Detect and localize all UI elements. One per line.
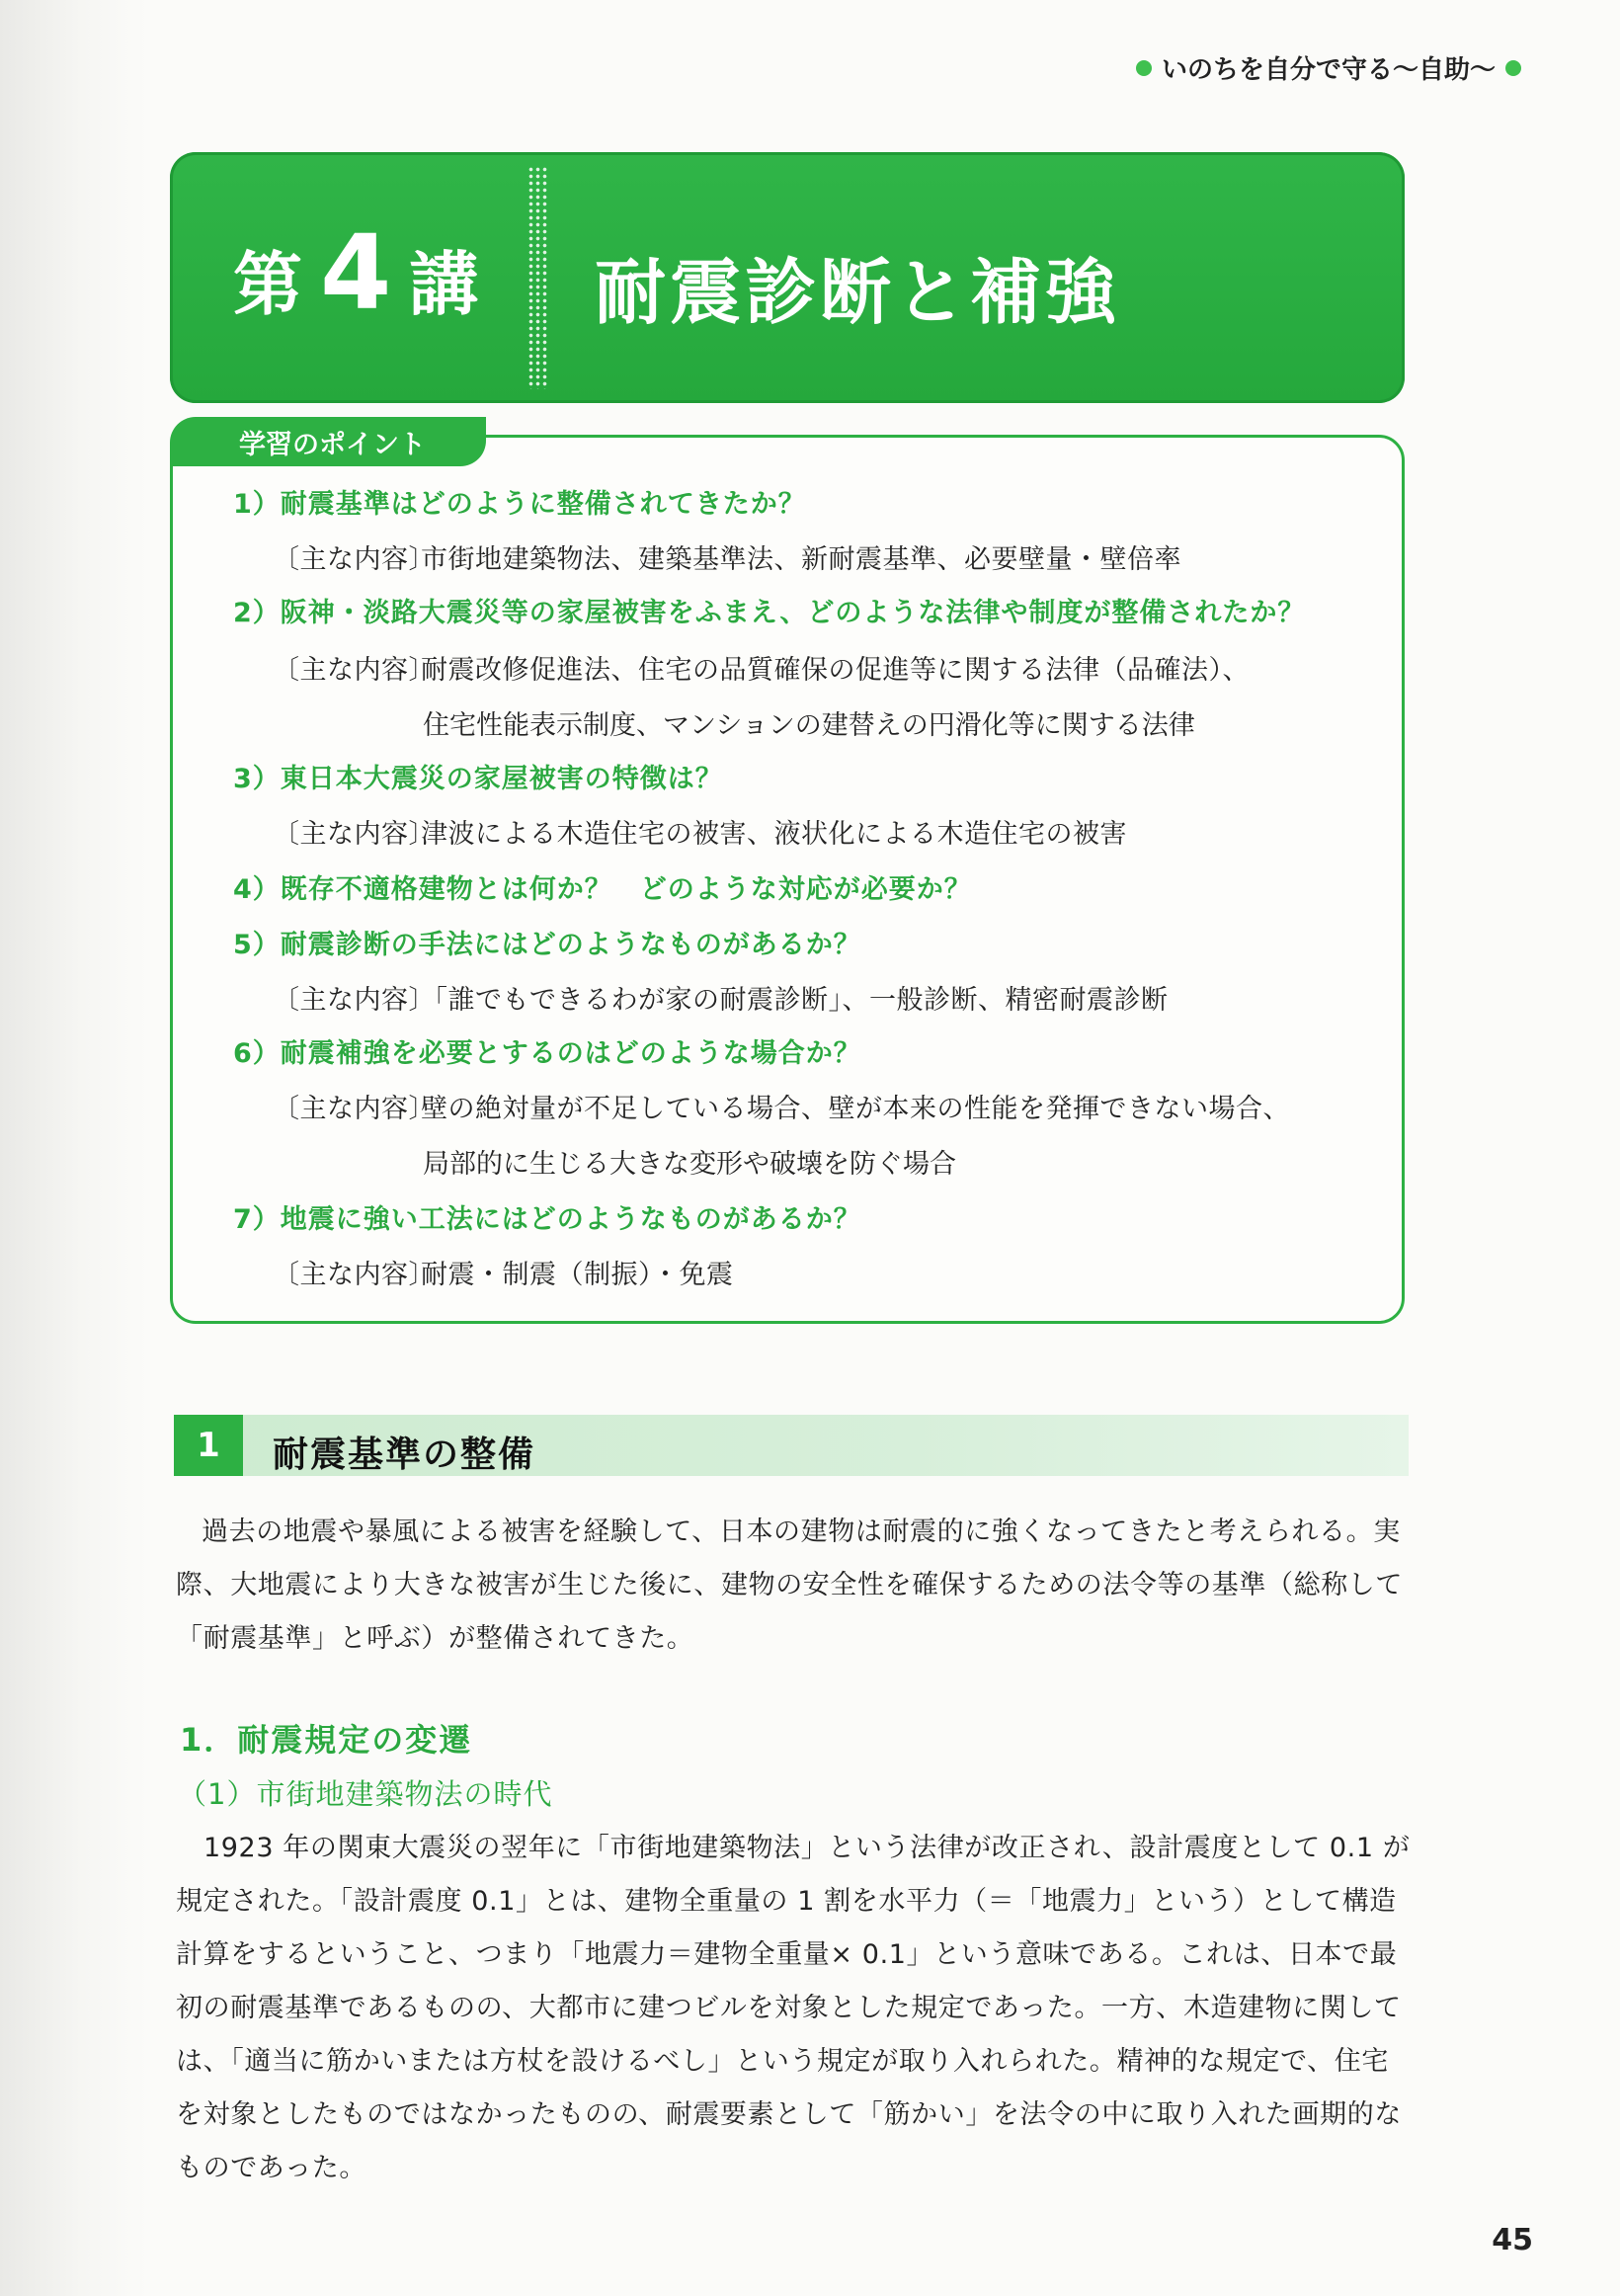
point-content-7 (273, 1253, 734, 1291)
point-content-1 (273, 537, 1181, 576)
point-content-2 (273, 648, 1250, 687)
point-question-5: 5）耐震診断の手法にはどのようなものがあるか？ (233, 930, 861, 960)
body-line-7: ものであった。 (176, 2153, 366, 2183)
chapter-number-digit: 4 (320, 212, 396, 333)
running-header-text: いのちを自分で守る〜自助〜 (1161, 55, 1496, 85)
green-dot-icon (1505, 60, 1521, 76)
learning-points-label: 学習のポイント (170, 417, 486, 466)
point-content-6 (273, 1087, 1290, 1125)
point-question-4: 4）既存不適格建物とは何か？ どのような対応が必要か？ (233, 874, 972, 905)
body-line-4: 初の耐震基準であるものの、大都市に建つビルを対象とした規定であった。一方、木造建物に関して (176, 1993, 1402, 2023)
point-question-1: 1）耐震基準はどのように整備されてきたか？ (233, 489, 806, 520)
point-content-2-cont: 住宅性能表示制度、マンションの建替えの円滑化等に関する法律 (423, 710, 1195, 741)
point-content-text: 壁の絶対量が不足している場合、壁が本来の性能を発揮できない場合、 (421, 1094, 1290, 1124)
body-line-1: 1923 年の関東大震災の翌年に「市街地建築物法」という法律が改正され、設計震度として 0.1 が (203, 1833, 1411, 1863)
intro-line-1: 過去の地震や暴風による被害を経験して、日本の建物は耐震的に強くなってきたと考えられる。実 (202, 1517, 1401, 1547)
body-line-5: は、「適当に筋かいまたは方杖を設けるべし」という規定が取り入れられた。精神的な規定で、住宅 (176, 2046, 1389, 2077)
sub-heading: 1．耐震規定の変遷 (180, 1721, 473, 1759)
intro-line-2: 際、大地震により大きな被害が生じた後に、建物の安全性を確保するための法令等の基準（総称して (176, 1570, 1403, 1600)
chapter-suffix: 講 (409, 244, 483, 325)
point-content-text: 耐震・制震（制振）・免震 (421, 1260, 734, 1290)
content-tag: 〔主な内容〕 (273, 1260, 436, 1290)
point-question-3: 3）東日本大震災の家屋被害の特徴は？ (233, 764, 723, 794)
point-question-6: 6）耐震補強を必要とするのはどのような場合か？ (233, 1038, 861, 1069)
section-title: 耐震基準の整備 (273, 1435, 536, 1475)
point-content-text: 市街地建築物法、建築基準法、新耐震基準、必要壁量・壁倍率 (421, 544, 1181, 575)
point-content-text: 耐震改修促進法、住宅の品質確保の促進等に関する法律（品確法）、 (421, 655, 1250, 686)
point-question-7: 7）地震に強い工法にはどのようなものがあるか？ (233, 1204, 861, 1235)
body-line-2: 規定された。「設計震度 0.1」とは、建物全重量の 1 割を水平力（＝「地震力」という）として構造 (176, 1886, 1397, 1917)
dotted-separator (527, 166, 549, 389)
content-tag: 〔主な内容〕 (273, 544, 436, 575)
section-number: 1 (174, 1415, 243, 1476)
chapter-prefix: 第 (233, 244, 306, 325)
body-line-3: 計算をするということ、つまり「地震力＝建物全重量× 0.1」という意味である。これは、日本で最 (176, 1939, 1398, 1970)
content-tag: 〔主な内容〕 (273, 985, 436, 1016)
body-line-6: を対象としたものではなかったものの、耐震要素として「筋かい」を法令の中に取り入れた画期的な (176, 2099, 1402, 2130)
point-content-5 (273, 978, 1169, 1017)
point-content-text: 津波による木造住宅の被害、液状化による木造住宅の被害 (421, 819, 1127, 850)
sub-sub-heading: （1）市街地建築物法の時代 (178, 1777, 553, 1811)
chapter-number (233, 212, 483, 333)
point-question-2: 2）阪神・淡路大震災等の家屋被害をふまえ、どのような法律や制度が整備されたか？ (233, 598, 1306, 628)
page-number: 45 (1492, 2223, 1533, 2257)
point-content-3 (273, 812, 1127, 851)
chapter-banner (170, 152, 1405, 403)
intro-line-3: 「耐震基準」と呼ぶ）が整備されてきた。 (176, 1623, 694, 1654)
content-tag: 〔主な内容〕 (273, 655, 436, 686)
point-content-text: 「誰でもできるわが家の耐震診断」、一般診断、精密耐震診断 (421, 985, 1169, 1016)
running-header (1136, 49, 1521, 86)
green-dot-icon (1136, 60, 1152, 76)
content-tag: 〔主な内容〕 (273, 1094, 436, 1124)
content-tag: 〔主な内容〕 (273, 819, 436, 850)
chapter-title: 耐震診断と補強 (595, 251, 1121, 334)
page-edge-shadow (0, 0, 148, 2296)
point-content-6-cont: 局部的に生じる大きな変形や破壊を防ぐ場合 (423, 1149, 956, 1180)
